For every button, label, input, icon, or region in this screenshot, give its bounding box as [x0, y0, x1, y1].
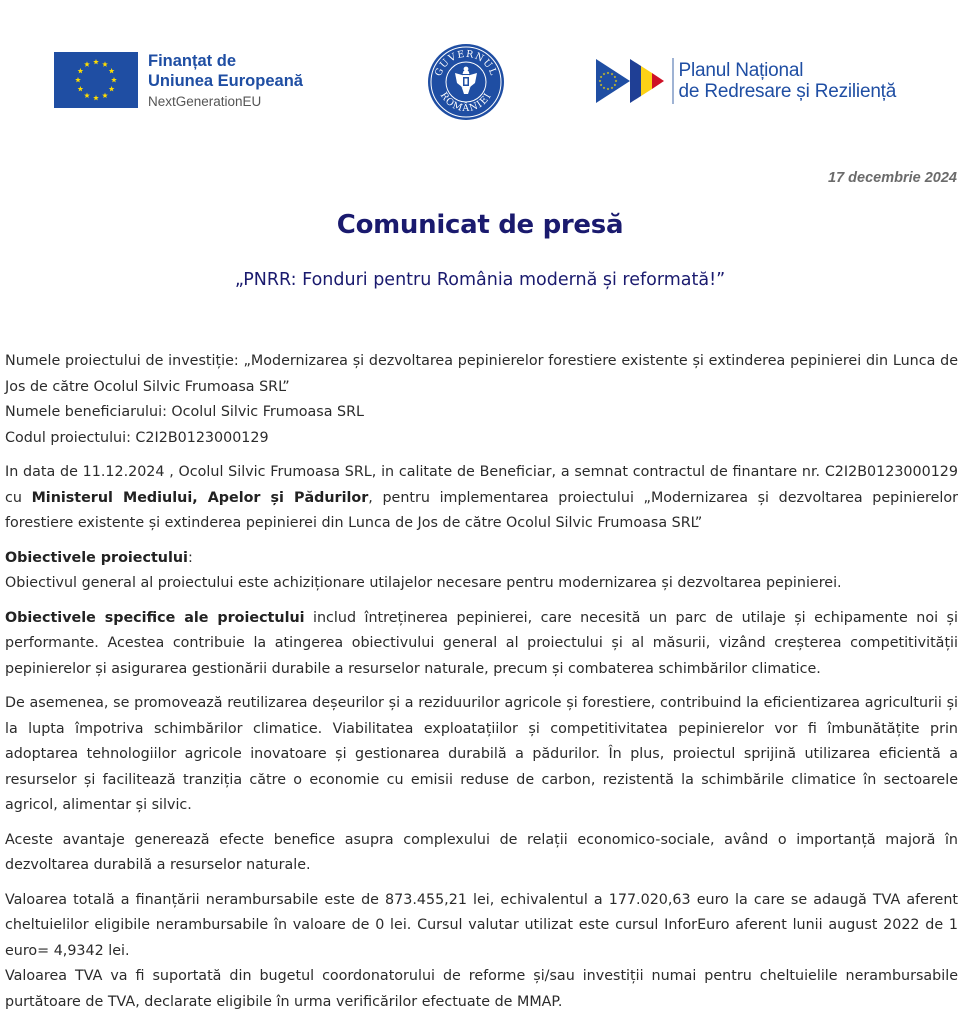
eu-star-icon [75, 77, 81, 82]
financing-paragraph: Valoarea totală a finanțării nerambursabile este de 873.455,21 lei, echivalentul a 177.020,63 euro la care se adaugă TVA aferent cheltuielilor eligibile nerambursabile în valoare de 0 lei. Cursul valutar utilizat este cursul InforEuro aferent lunii august 2022 de 1 euro= 4,9342 lei. [5, 891, 958, 959]
eu-star-icon [111, 77, 117, 82]
benefits-paragraph: Aceste avantaje generează efecte benefice asupra complexului de relații economico-sociale, având o importanță majoră în dezvoltarea durabilă a resurselor naturale. [5, 831, 958, 873]
pnrr-logo [596, 58, 896, 104]
vat-paragraph: Valoarea TVA va fi suportată din bugetul coordonatorului de reforme și/sau investiții numai pentru cheltuielile nerambursabile purtătoare de TVA, declarate eligibile în urma verificărilor efectuate de MMAP. [5, 968, 958, 1010]
eu-logo-line1: Finanțat de [148, 52, 237, 70]
project-name-value: „Modernizarea și dezvoltarea pepinierelor forestiere existente și extinderea pepinierei din Lunca de Jos de către Ocolul Silvic Frumoasa SRL” [5, 353, 958, 395]
general-objective: Obiectivul general al proiectului este achiziționare utilajelor necesare pentru modernizarea și dezvoltarea pepinierei. [5, 575, 842, 591]
ministry-name: Ministerul Mediului, Apelor și Pădurilor [31, 489, 369, 506]
eu-star-icon [109, 86, 115, 91]
pnrr-flag-arrows-icon [596, 59, 668, 103]
specific-objectives-heading: Obiectivele specifice ale proiectului [5, 609, 305, 626]
eu-star-icon [93, 95, 99, 100]
pnrr-divider [672, 58, 674, 104]
press-release-date: 17 decembrie 2024 [828, 170, 957, 186]
press-release-body [5, 349, 958, 1015]
contract-text-2: , pentru implementarea proiectului „Modernizarea și dezvoltarea pepinierelor forestiere existente și extinderea pepinierei din Lunca de Jos de către Ocolul Silvic Frumoasa SRL” [5, 489, 959, 531]
government-seal-icon [427, 43, 505, 121]
contract-paragraph [5, 460, 958, 537]
project-code: Codul proiectului: C2I2B0123000129 [5, 429, 269, 446]
page-subtitle: „PNRR: Fonduri pentru România modernă și reformată!” [234, 270, 726, 290]
seal-bottom-text: ROMÂNIEI [437, 90, 495, 115]
eu-flag-icon [54, 52, 138, 108]
contract-text-1: In data de 11.12.2024 , Ocolul Silvic Frumoasa SRL, in calitate de Beneficiar, a semnat contractul de finantare nr. C2I2B0123000129 cu [5, 464, 958, 506]
romanian-government-seal [427, 43, 505, 121]
objectives-heading-suffix: : [187, 549, 193, 566]
eu-star-icon [109, 68, 115, 73]
eu-logo-line2: Uniunea Europeană [148, 72, 303, 90]
eu-stars-icon [54, 52, 138, 108]
eu-star-icon [102, 61, 108, 66]
eu-logo-line3: NextGenerationEU [148, 94, 262, 109]
eu-star-icon [78, 86, 84, 91]
eu-star-icon [84, 61, 90, 66]
page-title: Comunicat de presă [336, 210, 624, 240]
promotion-paragraph: De asemenea, se promovează reutilizarea deșeurilor și a reziduurilor agricole și forestiere, contribuind la eficientizarea agriculturii și la lupta împotriva schimbărilor climatice. Viabilitatea exploatațiilor și competitivitatea pepinierelor vor fi îmbunătățite prin adoptarea tehnologiilor agricole inovatoare și gestionarea durabilă a pădurilor. În plus, proiectul sprijină utilizarea eficientă a resurselor și facilitează tranziția către o economie cu emisii reduse de carbon, rezistentă la schimbările climatice în sectoarele agricol, alimentar și silvic. [5, 695, 958, 813]
eu-star-icon [102, 93, 108, 98]
objectives-heading [5, 546, 958, 572]
project-name [5, 349, 958, 400]
objectives-heading-text: Obiectivele proiectului [5, 549, 188, 566]
beneficiary-name: Numele beneficiarului: Ocolul Silvic Frumoasa SRL [5, 404, 364, 420]
eu-star-icon [78, 68, 84, 73]
project-name-label: Numele proiectului de investiție: [5, 353, 244, 369]
specific-objectives-paragraph [5, 606, 958, 683]
eu-star-icon [93, 59, 99, 64]
pnrr-logo-line2: de Redresare și Reziliență [678, 81, 897, 102]
eu-funding-logo [54, 52, 303, 111]
eu-star-icon [84, 93, 90, 98]
seal-top-text: GUVERNUL [433, 48, 499, 78]
specific-objectives-text: includ întreținerea pepinierei, care necesită un parc de utilaje și echipamente noi și performante. Acestea contribuie la atingerea obiectivului general al proiectului și al măsurii, vizând creșterea competitivității pepinierelor și asigurarea gestionării durabile a resurselor naturale, precum și combaterea schimbărilor climatice. [5, 609, 958, 677]
pnrr-logo-line1: Planul Național [678, 60, 804, 81]
logo-header [0, 0, 960, 140]
